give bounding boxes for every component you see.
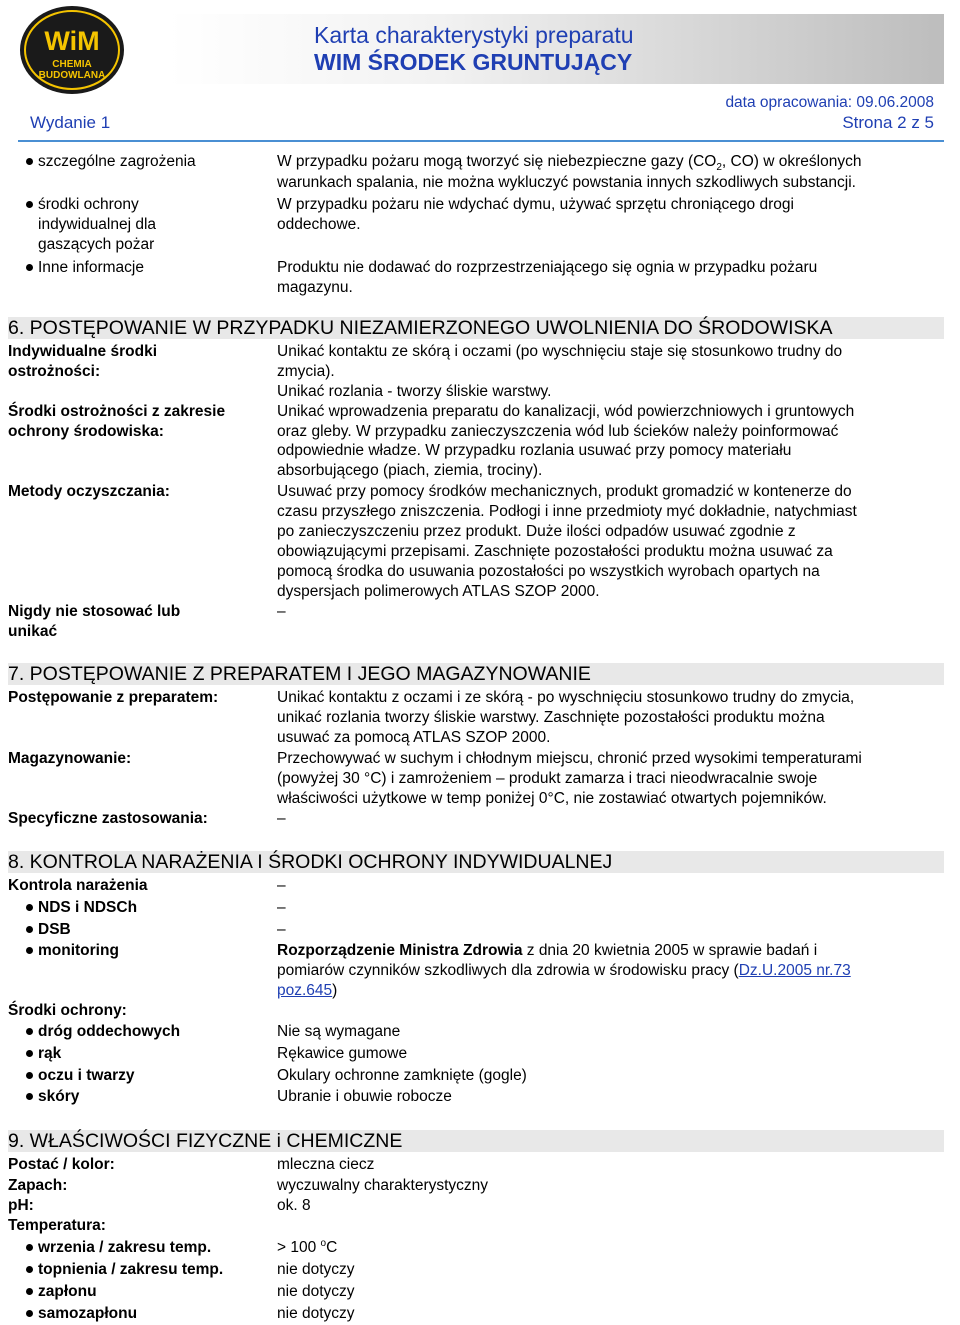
handling-line-2: unikać rozlania tworzy śliskie warstwy. Zaschnięte pozostałości produktu można — [277, 709, 825, 726]
section-9-title: 9. WŁAŚCIWOŚCI FIZYCZNE i CHEMICZNE — [8, 1130, 944, 1152]
cleaning-methods-label: Metody oczyszczania: — [8, 483, 170, 500]
bullet-icon — [26, 1028, 33, 1035]
company-logo — [18, 4, 126, 96]
logo-subtext-2: BUDOWLANA — [38, 70, 106, 81]
environmental-line-1: Unikać wprowadzenia preparatu do kanalizacji, wód powierzchniowych i gruntowych — [277, 403, 855, 420]
never-use-value: – — [277, 603, 286, 620]
logo-text: WiM — [44, 26, 100, 56]
handling-line-3: usuwać za pomocą ATLAS SZOP 2000. — [277, 729, 551, 746]
hand-protection-label: rąk — [38, 1045, 62, 1062]
bullet-icon — [26, 1072, 33, 1079]
odor-value: wyczuwalny charakterystyczny — [277, 1177, 489, 1194]
boiling-point-value: > 100 $^o$C — [277, 1237, 338, 1256]
eye-protection-value: Okulary ochronne zamknięte (gogle) — [277, 1067, 527, 1084]
cleaning-line-2: czasu przyszłego zniszczenia. Podłogi i inne przedmioty myć dokładnie, natychmiast — [277, 503, 857, 520]
eye-protection-label: oczu i twarzy — [38, 1067, 135, 1084]
environmental-precautions-label-2: ochrony środowiska: — [8, 423, 164, 440]
bullet-icon — [26, 158, 33, 165]
bullet-icon — [26, 264, 33, 271]
preparation-date: data opracowania: 09.06.2008 — [725, 94, 934, 111]
exposure-control-value: – — [277, 877, 286, 894]
respiratory-label: dróg oddechowych — [38, 1023, 181, 1040]
hazard-label: szczególne zagrożenia — [38, 153, 196, 170]
monitoring-line-3: poz.645) — [277, 982, 338, 999]
bullet-icon — [26, 1093, 33, 1100]
hazard-text-line-2: warunkach spalania, nie można wykluczyć powstania innych szkodliwych substancji. — [277, 174, 856, 191]
cleaning-line-6: dyspersjach polimerowych ATLAS SZOP 2000. — [277, 583, 600, 600]
bullet-icon — [26, 1288, 33, 1295]
other-info-line-1: Produktu nie dodawać do rozprzestrzeniającego się ognia w przypadku pożaru — [277, 259, 818, 276]
form-color-value: mleczna ciecz — [277, 1156, 375, 1173]
respiratory-value: Nie są wymagane — [277, 1023, 401, 1040]
personal-precautions-line-3: Unikać rozlania - tworzy śliskie warstwy. — [277, 383, 552, 400]
never-use-label-2: unikać — [8, 623, 58, 640]
cleaning-line-1: Usuwać przy pomocy środków mechanicznych, produkt gromadzić w kontenerze do — [277, 483, 852, 500]
bullet-icon — [26, 926, 33, 933]
dsb-label: DSB — [38, 921, 71, 938]
handling-label: Postępowanie z preparatem: — [8, 689, 219, 706]
form-color-label: Postać / kolor: — [8, 1156, 115, 1173]
storage-line-2: (powyżej 30 °C) i zamrożeniem – produkt zamarza i traci nieodwracalnie swoje — [277, 770, 818, 787]
section-6-title: 6. POSTĘPOWANIE W PRZYPADKU NIEZAMIERZONEGO UWOLNIENIA DO ŚRODOWISKA — [8, 317, 944, 339]
cleaning-line-5: pomocą środka do usuwania pozostałości po wszystkich wyrobach opartych na — [277, 563, 820, 580]
ppe-label-line-1: środki ochrony — [38, 196, 139, 213]
ppe-label-line-2: indywidualnej dla — [38, 216, 157, 233]
bullet-icon — [26, 1244, 33, 1251]
cleaning-line-4: obowiązującymi przepisami. Zaschnięte pozostałości produktu można usuwać za — [277, 543, 833, 560]
bullet-icon — [26, 1266, 33, 1273]
personal-precautions-line-1: Unikać kontaktu ze skórą i oczami (po wyschnięciu staje się stosunkowo trudny do — [277, 343, 843, 360]
other-info-line-2: magazynu. — [277, 279, 353, 296]
storage-line-3: właściwości użytkowe w temp poniżej 0°C, nie zostawiać otwartych pojemników. — [277, 790, 827, 807]
skin-protection-label: skóry — [38, 1088, 80, 1105]
environmental-line-3: odpowiednie władze. W przypadku rozlania usuwać przy pomocy materiału — [277, 442, 792, 459]
page-number: Strona 2 z 5 — [842, 113, 934, 132]
autoignition-label: samozapłonu — [38, 1305, 138, 1322]
ph-label: pH: — [8, 1197, 34, 1214]
bullet-icon — [26, 201, 33, 208]
storage-line-1: Przechowywać w suchym i chłodnym miejscu, chronić przed wysokimi temperaturami — [277, 750, 862, 767]
skin-protection-value: Ubranie i obuwie robocze — [277, 1088, 452, 1105]
ppe-text-line-1: W przypadku pożaru nie wdychać dymu, używać sprzętu chroniącego drogi — [277, 196, 794, 213]
regulation-position-link[interactable]: poz.645 — [277, 982, 333, 999]
environmental-precautions-label-1: Środki ostrożności z zakresie — [8, 403, 226, 420]
hand-protection-value: Rękawice gumowe — [277, 1045, 408, 1062]
never-use-label-1: Nigdy nie stosować lub — [8, 603, 181, 620]
personal-precautions-label-2: ostrożności: — [8, 363, 101, 380]
bullet-icon — [26, 1310, 33, 1317]
monitoring-line-2: pomiarów czynników szkodliwych dla zdrowia w środowisku pracy (Dz.U.2005 nr.73 — [277, 962, 851, 979]
bullet-icon — [26, 904, 33, 911]
section-8-title: 8. KONTROLA NARAŻENIA I ŚRODKI OCHRONY INDYWIDUALNEJ — [8, 851, 944, 873]
monitoring-label: monitoring — [38, 942, 119, 959]
section-7-title: 7. POSTĘPOWANIE Z PREPARATEM I JEGO MAGAZYNOWANIE — [8, 663, 944, 685]
ppe-text-line-2: oddechowe. — [277, 216, 361, 233]
edition: Wydanie 1 — [30, 113, 111, 132]
logo-subtext-1: CHEMIA — [52, 59, 92, 70]
specific-uses-label: Specyficzne zastosowania: — [8, 810, 208, 827]
autoignition-value: nie dotyczy — [277, 1305, 355, 1322]
boiling-point-label: wrzenia / zakresu temp. — [38, 1239, 212, 1256]
flash-point-label: zapłonu — [38, 1283, 97, 1300]
temperature-label: Temperatura: — [8, 1217, 106, 1234]
cleaning-line-3: po zanieczyszczeniu przez produkt. Duże ilości odpadów usuwać zgodnie z — [277, 523, 796, 540]
ppe-label-line-3: gaszących pożar — [38, 236, 155, 253]
nds-label: NDS i NDSCh — [38, 899, 138, 916]
handling-line-1: Unikać kontaktu z oczami i ze skórą - po wyschnięciu stosunkowo trudny do zmycia, — [277, 689, 855, 706]
header-divider — [18, 140, 944, 142]
ph-value: ok. 8 — [277, 1197, 311, 1214]
bullet-icon — [26, 1050, 33, 1057]
personal-precautions-line-2: zmycia). — [277, 363, 335, 380]
odor-label: Zapach: — [8, 1177, 68, 1194]
monitoring-line-1: Rozporządzenie Ministra Zdrowia z dnia 20 kwietnia 2005 w sprawie badań i — [277, 942, 818, 959]
nds-value: – — [277, 899, 286, 916]
specific-uses-value: – — [277, 810, 286, 827]
flash-point-value: nie dotyczy — [277, 1283, 355, 1300]
environmental-line-4: absorbującego (piach, ziemia, trociny). — [277, 462, 543, 479]
storage-label: Magazynowanie: — [8, 750, 132, 767]
hazard-text-line-1: W przypadku pożaru mogą tworzyć się niebezpieczne gazy ($CO_2$, CO) w określonych — [277, 153, 862, 174]
exposure-control-label: Kontrola narażenia — [8, 877, 148, 894]
melting-point-value: nie dotyczy — [277, 1261, 355, 1278]
personal-precautions-label-1: Indywidualne środki — [8, 343, 157, 360]
product-name: WIM ŚRODEK GRUNTUJĄCY — [314, 49, 633, 75]
other-info-label: Inne informacje — [38, 259, 144, 276]
regulation-link[interactable]: Dz.U.2005 nr.73 — [738, 962, 851, 979]
document-title: Karta charakterystyki preparatu — [314, 22, 634, 48]
melting-point-label: topnienia / zakresu temp. — [38, 1261, 224, 1278]
protection-measures-label: Środki ochrony: — [8, 1002, 127, 1019]
dsb-value: – — [277, 921, 286, 938]
environmental-line-2: oraz gleby. W przypadku zanieczyszczenia wód lub ścieków należy poinformować — [277, 423, 839, 440]
bullet-icon — [26, 947, 33, 954]
